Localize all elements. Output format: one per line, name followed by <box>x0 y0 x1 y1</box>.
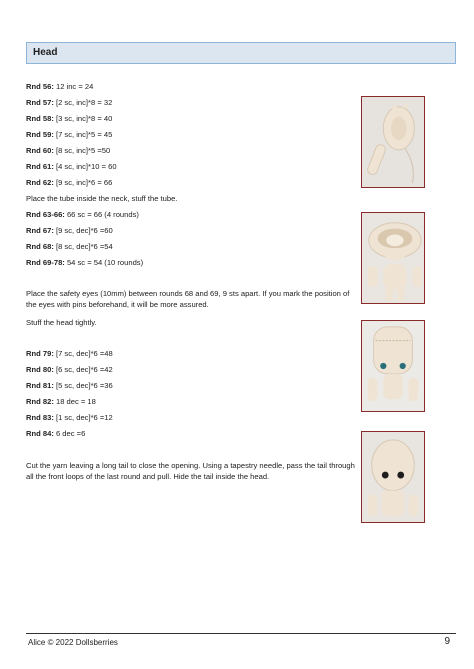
round-line: Rnd 60: [8 sc, inc]*5 =50 <box>26 146 111 155</box>
round-line: Rnd 68: [8 sc, dec]*6 =54 <box>26 242 113 251</box>
step-photo-head-open <box>361 212 425 304</box>
round-line: Rnd 67: [9 sc, dec]*6 =60 <box>26 226 113 235</box>
instruction-text: Place the safety eyes (10mm) between rounds 68 and 69, 9 sts apart. If you mark the position of the eyes with pins beforehand, it will be more assured. <box>26 289 350 309</box>
step-photo-eyes <box>361 320 425 412</box>
step-photo-finished-head <box>361 431 425 523</box>
instruction-text: Cut the yarn leaving a long tail to close the opening. Using a tapestry needle, pass the tail through all the front loops of the last round and pull. Hide the tail inside the head. <box>26 461 355 481</box>
page-number: 9 <box>444 636 450 647</box>
round-line: Rnd 61: [4 sc, inc]*10 = 60 <box>26 162 117 171</box>
instruction-text: Stuff the head tightly. <box>26 318 97 327</box>
section-title: Head <box>33 47 58 58</box>
footer-rule <box>26 633 456 634</box>
section-header <box>26 42 456 64</box>
round-line: Rnd 81: [5 sc, dec]*6 =36 <box>26 381 113 390</box>
round-line: Rnd 69-78: 54 sc = 54 (10 rounds) <box>26 258 144 267</box>
footer-copyright: Alice © 2022 Dollsberries <box>28 638 118 647</box>
round-line: Rnd 80: [6 sc, dec]*6 =42 <box>26 365 113 374</box>
round-line: Rnd 62: [9 sc, inc]*6 = 66 <box>26 178 113 187</box>
round-line: Rnd 56: 12 inc = 24 <box>26 82 94 91</box>
round-line: Rnd 59: [7 sc, inc]*5 = 45 <box>26 130 113 139</box>
round-line: Rnd 79: [7 sc, dec]*6 =48 <box>26 349 113 358</box>
instruction-text: Place the tube inside the neck, stuff the tube. <box>26 194 178 203</box>
step-photo-tube <box>361 96 425 188</box>
round-line: Rnd 84: 6 dec =6 <box>26 429 86 438</box>
round-line: Rnd 83: [1 sc, dec]*6 =12 <box>26 413 113 422</box>
round-line: Rnd 58: [3 sc, inc]*8 = 40 <box>26 114 113 123</box>
round-line: Rnd 57: [2 sc, inc]*8 = 32 <box>26 98 113 107</box>
round-line: Rnd 82: 18 dec = 18 <box>26 397 96 406</box>
round-line: Rnd 63-66: 66 sc = 66 (4 rounds) <box>26 210 139 219</box>
